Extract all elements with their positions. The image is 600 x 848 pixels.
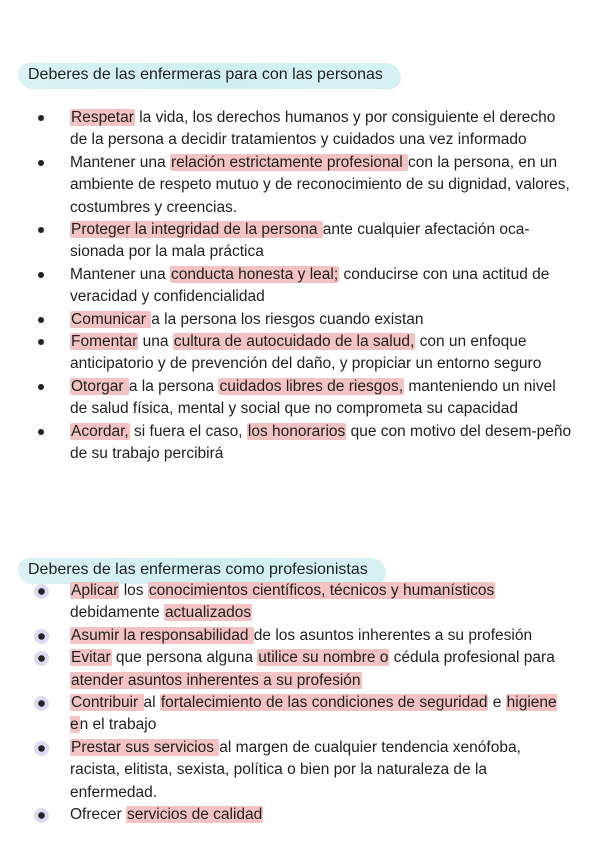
item-text: con un enfoque anticipatorio y de prevención del daño, y propiciar un entorno seguro <box>70 333 542 373</box>
bullet-icon <box>38 339 44 345</box>
item-text: cédula profesional para <box>389 649 555 667</box>
highlighted-text: Asumir la responsabilidad <box>71 626 253 644</box>
highlighted-text: fortalecimiento de las condiciones de seguridad <box>160 694 488 712</box>
highlighted-text: cuidados libres de riesgos, <box>219 377 404 395</box>
duties-list-profesionistas <box>34 580 574 826</box>
item-text: al <box>143 694 160 712</box>
highlighted-text: Otorgar <box>71 377 128 395</box>
item-text: e <box>488 694 506 712</box>
item-text: debidamente <box>70 604 164 622</box>
bullet-icon <box>38 160 44 166</box>
item-text: de los asuntos inherentes a su profesión <box>253 626 533 644</box>
list-item <box>34 647 574 692</box>
list-item <box>34 219 574 264</box>
list-item <box>34 331 574 376</box>
item-text: los <box>119 582 148 599</box>
list-item <box>34 580 574 625</box>
item-text: Mantener una <box>70 153 170 171</box>
highlighted-text: relación estrictamente profesional <box>170 153 408 171</box>
item-text: una <box>138 333 173 351</box>
item-text: que con motivo del desem-peño de su trabajo percibirá <box>70 422 572 463</box>
list-item <box>34 737 574 804</box>
bullet-icon <box>38 429 44 435</box>
highlighted-text: utilice su nombre o <box>258 649 389 667</box>
item-text: con la persona, en un ambiente de respeto mutuo y de reconocimiento de su dignidad, valores, costumbres y creencias. <box>70 153 570 216</box>
highlighted-text: Contribuir <box>71 694 143 712</box>
item-text: al margen de cualquier tendencia xenófoba, racista, elitista, sexista, política o bien por la naturaleza de la enfermedad. <box>70 738 521 801</box>
bullet-icon <box>38 272 44 278</box>
duties-list-personas <box>34 107 574 466</box>
highlighted-text: conocimientos científicos, técnicos y humanísticos <box>148 582 495 599</box>
highlighted-text: atender asuntos inherentes a su profesión <box>71 671 361 689</box>
item-text: la vida, los derechos humanos y por consiguiente el derecho de la persona a decidir tratamientos y cuidados una vez informado <box>70 109 556 149</box>
bullet-icon <box>38 317 44 323</box>
item-text: si fuera el caso, <box>129 422 247 440</box>
highlighted-text: servicios de calidad <box>126 806 263 824</box>
highlighted-text: actualizados <box>164 604 252 622</box>
list-item <box>34 376 574 421</box>
highlighted-text: Evitar <box>71 649 111 667</box>
item-text: Mantener una <box>70 265 170 283</box>
highlighted-text: conducta honesta y leal; <box>170 265 339 283</box>
list-item <box>34 421 574 466</box>
list-item <box>34 625 574 647</box>
highlighted-text: Aplicar <box>71 582 119 599</box>
bullet-icon <box>38 384 44 390</box>
bullet-icon <box>34 584 49 599</box>
item-text: a la persona <box>128 377 219 395</box>
section-title: Deberes de las enfermeras como profesionistas <box>28 561 368 578</box>
bullet-icon <box>38 227 44 233</box>
highlighted-text: Acordar, <box>71 422 129 440</box>
section-title: Deberes de las enfermeras para con las personas <box>28 66 383 83</box>
bullet-icon <box>34 651 49 666</box>
highlighted-text: higiene e <box>70 694 557 734</box>
item-text: ante cualquier afectación oca-sionada por la mala práctica <box>70 221 530 261</box>
highlighted-text: Respetar <box>71 109 134 126</box>
list-item <box>34 309 574 331</box>
item-text: Ofrecer <box>70 806 126 824</box>
list-item <box>34 264 574 309</box>
item-text: n el trabajo <box>79 716 157 734</box>
bullet-icon <box>34 741 49 756</box>
item-text: a la persona los riesgos cuando existan <box>151 310 424 328</box>
highlighted-text: cultura de autocuidado de la salud, <box>173 333 415 351</box>
highlighted-text: los honorarios <box>247 422 346 440</box>
list-item <box>34 107 574 152</box>
highlighted-text: Proteger la integridad de la persona <box>71 221 322 239</box>
list-item <box>34 152 574 219</box>
item-text: conducirse con una actitud de veracidad y confidencialidad <box>70 265 550 306</box>
bullet-icon <box>38 115 44 121</box>
bullet-icon <box>34 629 49 644</box>
bullet-icon <box>34 696 49 711</box>
section-heading-personas <box>22 61 393 89</box>
highlighted-text: Prestar sus servicios <box>71 738 219 756</box>
item-text: manteniendo un nivel de salud física, mental y social que no comprometa su capacidad <box>70 377 556 418</box>
bullet-icon <box>34 808 49 823</box>
list-item <box>34 804 574 826</box>
highlighted-text: Fomentar <box>71 333 138 351</box>
list-item <box>34 692 574 737</box>
highlighted-text: Comunicar <box>71 310 151 328</box>
item-text: que persona alguna <box>111 649 258 667</box>
